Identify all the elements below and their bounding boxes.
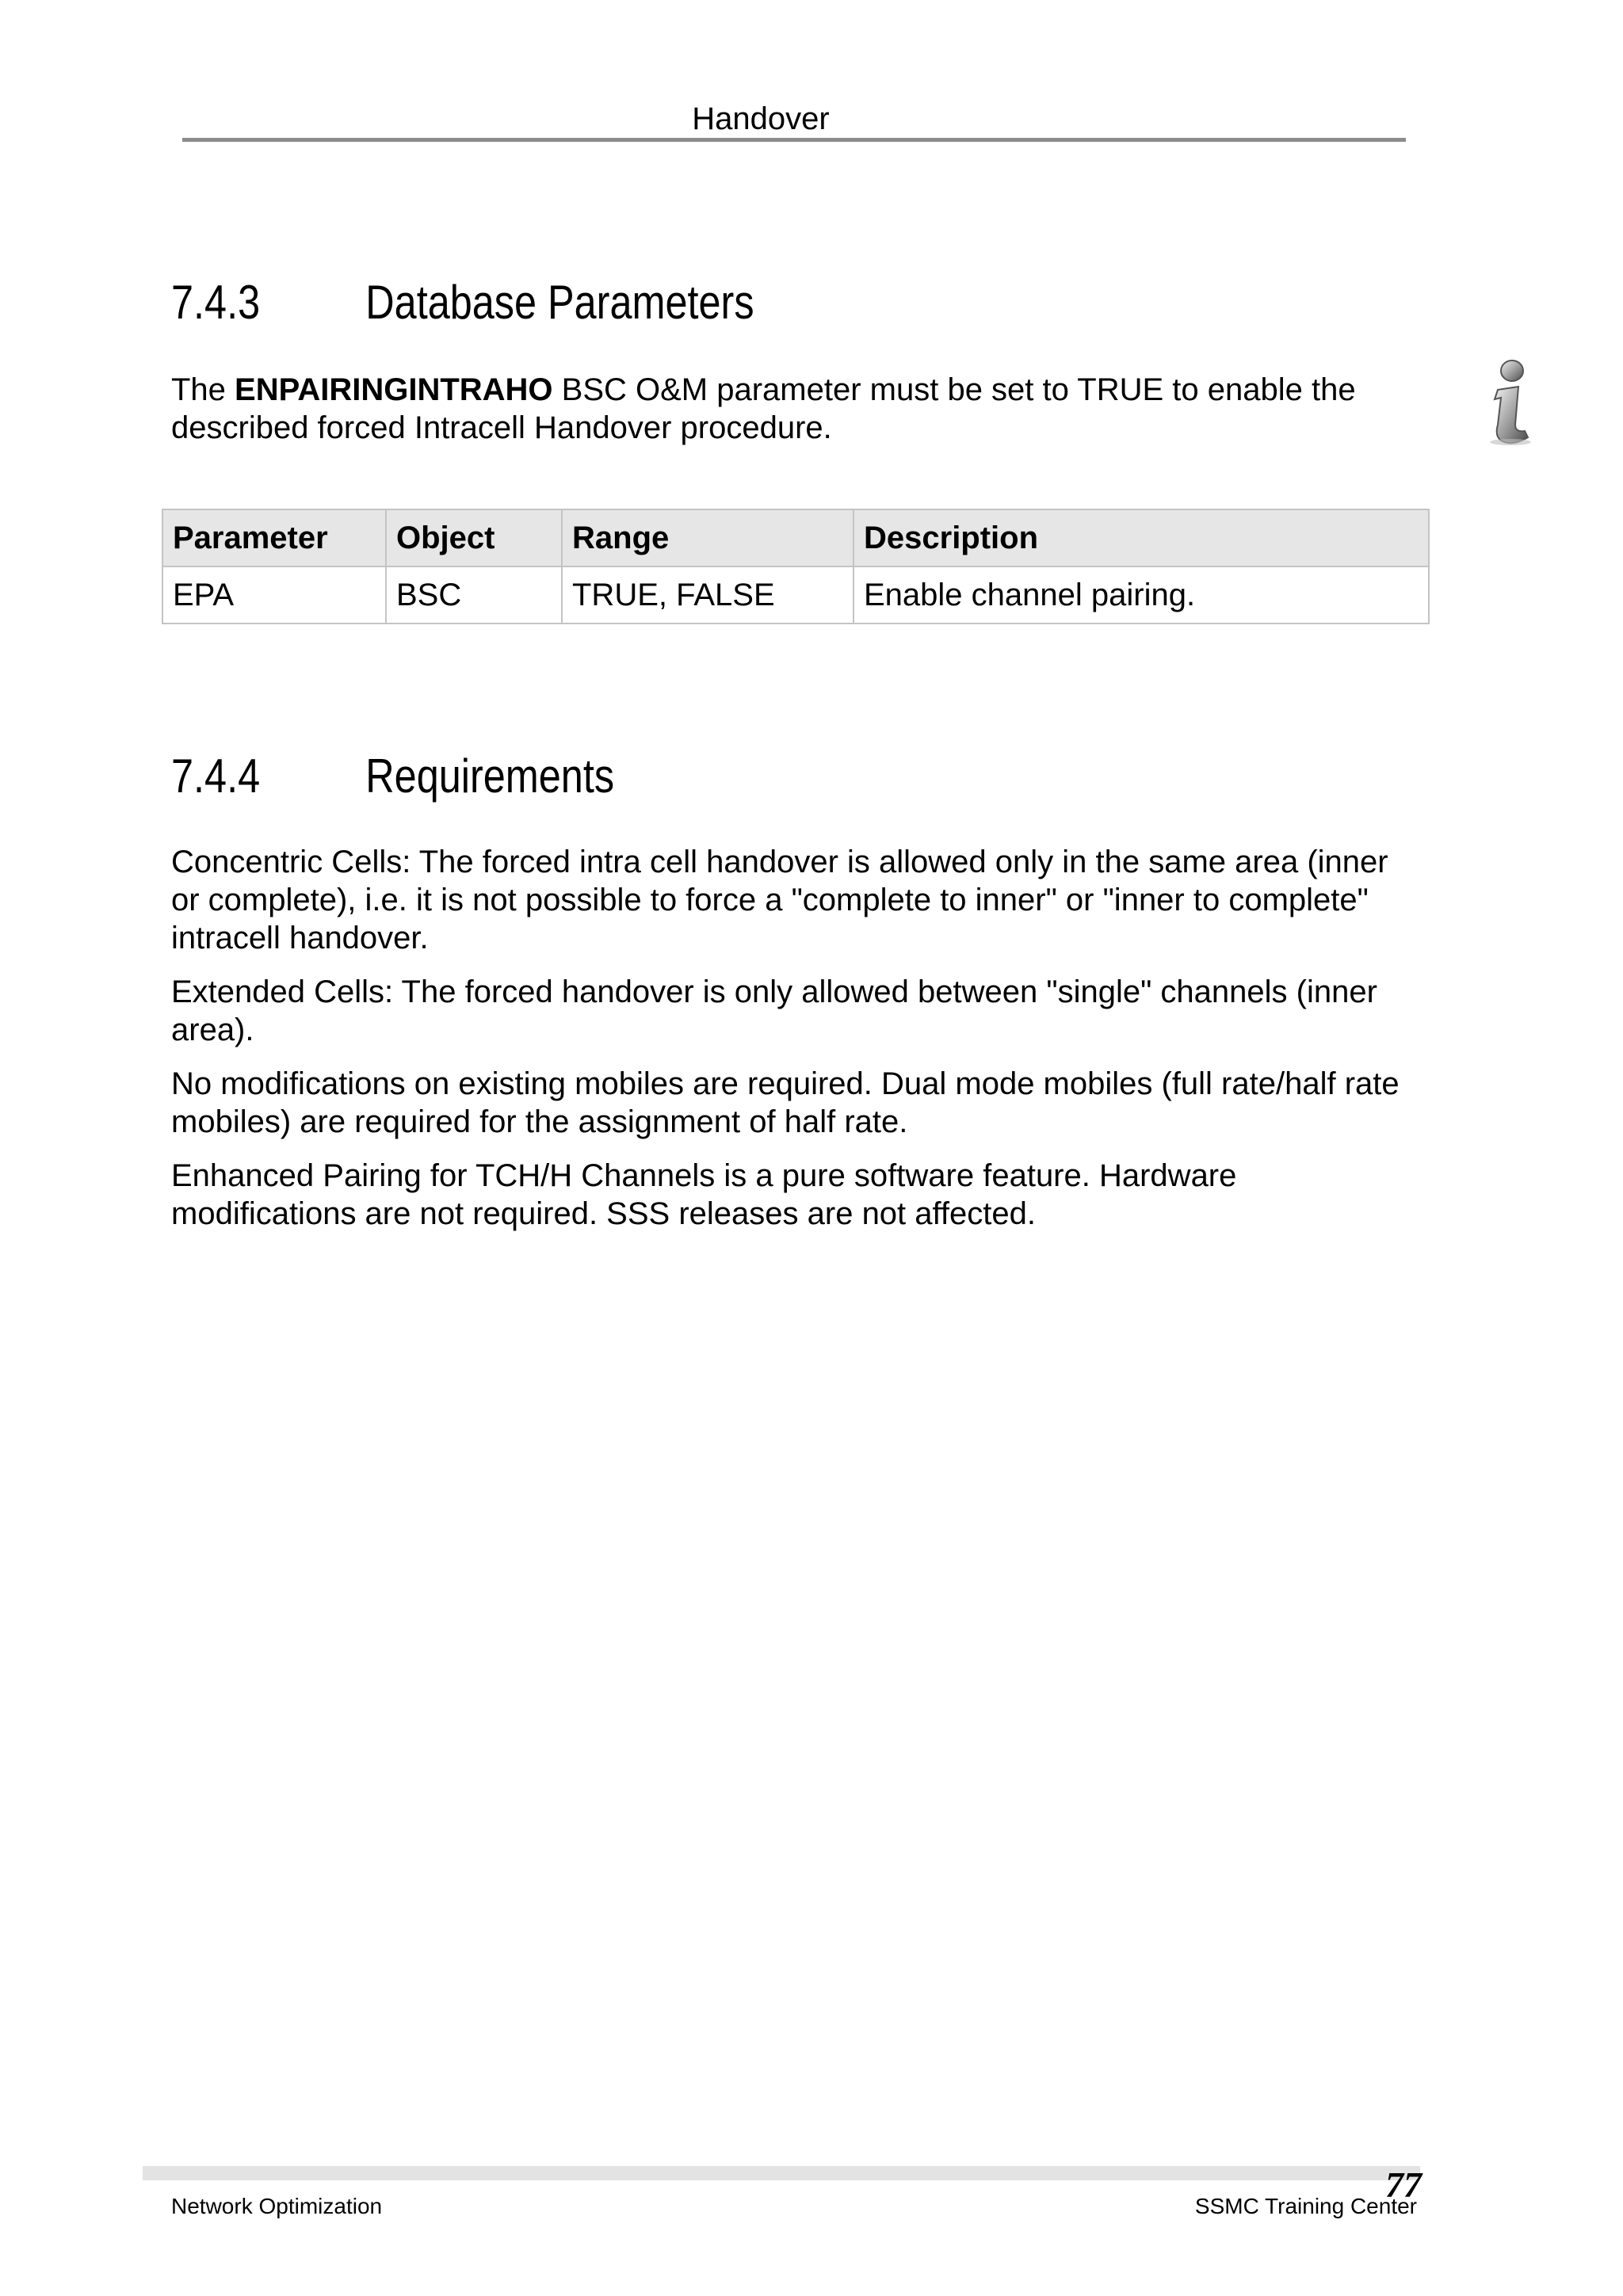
requirements-paragraph: Extended Cells: The forced handover is only allowed between "single" channels (inner area).	[171, 974, 1377, 1047]
cell-parameter: EPA	[162, 566, 386, 624]
cell-object: BSC	[386, 566, 562, 624]
intro-suffix: BSC O&M parameter must be set to TRUE to enable the described forced Intracell Handover procedure.	[171, 372, 1356, 445]
parameter-name: ENPAIRINGINTRAHO	[235, 372, 553, 407]
table-row	[162, 566, 1429, 624]
header-divider	[182, 138, 1406, 142]
info-icon	[1480, 358, 1537, 447]
intro-prefix: The	[171, 372, 235, 407]
page-number: 77	[1385, 2164, 1422, 2205]
column-header-parameter: Parameter	[162, 509, 386, 566]
section-number: 7.4.3	[171, 276, 261, 329]
requirements-paragraph: Enhanced Pairing for TCH/H Channels is a pure software feature. Hardware modifications are not required. SSS releases are not affected.	[171, 1158, 1237, 1231]
cell-description: Enable channel pairing.	[854, 566, 1429, 624]
intro-paragraph	[171, 371, 1407, 447]
footer-left-text: Network Optimization	[171, 2194, 383, 2218]
section-title: Requirements	[365, 749, 615, 803]
requirements-paragraph: Concentric Cells: The forced intra cell handover is allowed only in the same area (inner or complete), i.e. it is not possible to force a "complete to inner" or "inner to complete" intracell handover.	[171, 845, 1388, 955]
footer-divider	[143, 2166, 1420, 2180]
footer-right-text: SSMC Training Center	[1194, 2194, 1417, 2218]
requirements-paragraph: No modifications on existing mobiles are required. Dual mode mobiles (full rate/half rate mobiles) are required for the assignment of half rate.	[171, 1066, 1400, 1139]
column-header-range: Range	[562, 509, 854, 566]
page-header-title: Handover	[692, 101, 830, 136]
section-heading-requirements	[171, 748, 614, 805]
parameters-table	[162, 509, 1430, 624]
section-number: 7.4.4	[171, 749, 261, 803]
column-header-description: Description	[854, 509, 1429, 566]
section-heading-database-parameters	[171, 274, 754, 331]
table-header-row	[162, 509, 1429, 566]
section-title: Database Parameters	[365, 276, 754, 329]
cell-range: TRUE, FALSE	[562, 566, 854, 624]
column-header-object: Object	[386, 509, 562, 566]
